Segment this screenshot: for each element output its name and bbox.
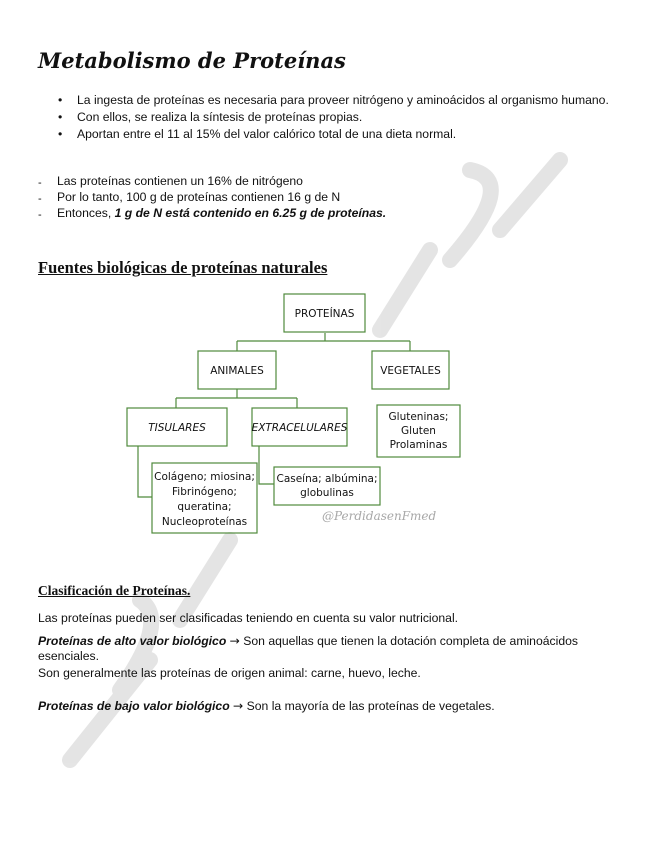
node-extracelulares: EXTRACELULARES xyxy=(251,422,348,434)
list-item: • Con ellos, se realiza la síntesis de proteínas propias. xyxy=(58,110,363,124)
tisulares-detail-line: Nucleoproteínas xyxy=(161,516,248,528)
key-conversion: 1 g de N está contenido en 6.25 g de proteínas. xyxy=(114,206,387,220)
vegetales-detail-line: Prolaminas xyxy=(389,439,448,451)
page-title: Metabolismo de Proteínas xyxy=(38,48,346,73)
low-value-term: Proteínas de bajo valor biológico xyxy=(38,699,230,713)
arrow-icon: → xyxy=(229,634,240,648)
arrow-icon: → xyxy=(233,699,244,713)
list-item: - Las proteínas contienen un 16% de nitrógeno xyxy=(38,174,303,189)
high-value-definition: Proteínas de alto valor biológico → Son aquellas que tienen la dotación completa de aminoácidos esenciales. xyxy=(38,634,578,663)
list-item: - Entonces, 1 g de N está contenido en 6.25 g de proteínas. xyxy=(38,206,387,221)
tisulares-detail-line: Colágeno; miosina; xyxy=(154,471,255,483)
node-vegetales: VEGETALES xyxy=(380,365,441,377)
extracelulares-detail-line: Caseína; albúmina; xyxy=(276,473,378,485)
tisulares-detail-line: queratina; xyxy=(177,501,232,513)
list-item: • Aportan entre el 11 al 15% del valor calórico total de una dieta normal. xyxy=(58,127,457,141)
node-proteinas: PROTEÍNAS xyxy=(294,308,355,320)
low-value-definition: Proteínas de bajo valor biológico → Son la mayoría de las proteínas de vegetales. xyxy=(38,699,495,713)
vegetales-detail-line: Gluteninas; xyxy=(388,411,449,423)
node-tisulares: TISULARES xyxy=(148,422,206,434)
list-item: - Por lo tanto, 100 g de proteínas contienen 16 g de N xyxy=(38,190,341,205)
extracelulares-detail-line: globulinas xyxy=(300,487,354,499)
tisulares-detail-line: Fibrinógeno; xyxy=(172,486,237,498)
node-animales: ANIMALES xyxy=(210,365,264,377)
high-value-note: Son generalmente las proteínas de origen animal: carne, huevo, leche. xyxy=(38,666,421,680)
section-title-classification: Clasificación de Proteínas. xyxy=(38,583,191,598)
vegetales-detail-line: Gluten xyxy=(401,425,436,437)
diagram-watermark: @PerdidasenFmed xyxy=(322,509,437,523)
classification-intro: Las proteínas pueden ser clasificadas teniendo en cuenta su valor nutricional. xyxy=(38,611,459,625)
section-title-sources: Fuentes biológicas de proteínas naturales xyxy=(38,258,328,277)
high-value-term: Proteínas de alto valor biológico xyxy=(38,634,227,648)
list-item: • La ingesta de proteínas es necesaria para proveer nitrógeno y aminoácidos al organismo humano. xyxy=(58,93,609,107)
